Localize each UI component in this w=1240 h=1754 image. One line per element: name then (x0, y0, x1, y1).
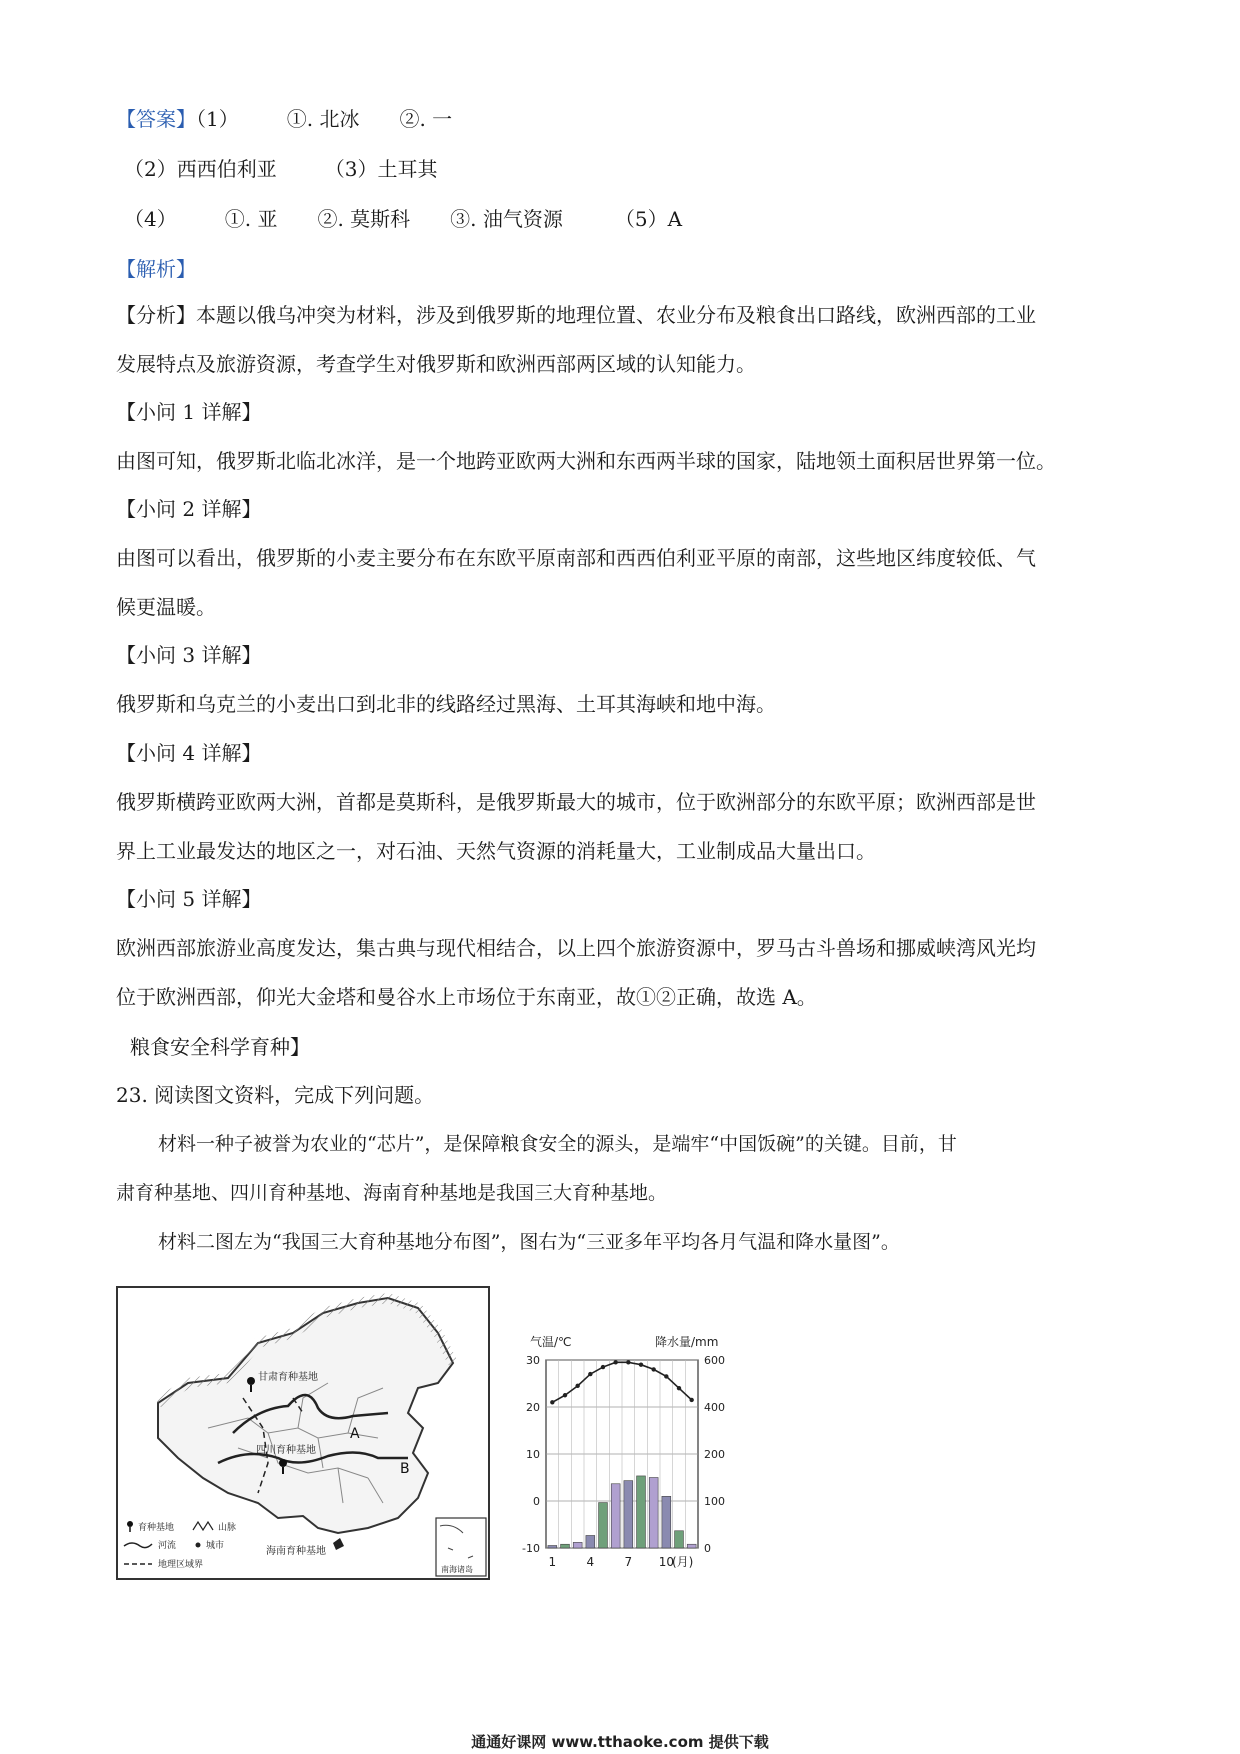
precipitation-bar (611, 1484, 620, 1548)
x-tick-label: 1 (548, 1555, 557, 1569)
map-legend (124, 1521, 236, 1570)
precipitation-bar (548, 1545, 557, 1548)
subquestion-5-title: 【小问 5 详解】 (116, 887, 262, 911)
temperature-point (613, 1360, 617, 1364)
answer-q4-b: ②. 莫斯科 (317, 207, 411, 231)
china-outline (158, 1298, 453, 1533)
left-tick-label: 20 (526, 1401, 540, 1414)
subquestion-3-text: 俄罗斯和乌克兰的小麦出口到北非的线路经过黑海、土耳其海峡和地中海。 (116, 692, 776, 716)
temperature-point (626, 1360, 630, 1364)
analysis-summary-1: 【分析】本题以俄乌冲突为材料，涉及到俄罗斯的地理位置、农业分布及粮食出口路线，欧洲西部的工业 (116, 303, 1036, 327)
precipitation-bar (573, 1542, 582, 1548)
right-tick-label: 0 (704, 1542, 711, 1555)
precipitation-bar (586, 1535, 595, 1548)
legend-mountain-label: 山脉 (218, 1523, 237, 1533)
precipitation-bar (662, 1496, 671, 1548)
sichuan-base-label: 四川育种基地 (256, 1445, 316, 1456)
temperature-point (563, 1393, 567, 1397)
left-axis-label: 气温/℃ (530, 1335, 572, 1349)
legend-city-label: 城市 (206, 1541, 225, 1551)
answer-q4-a: ①. 亚 (224, 207, 278, 231)
answer-q1-number: （1） (196, 107, 239, 131)
inset-label: 南海诸岛 (441, 1565, 473, 1574)
right-tick-label: 400 (704, 1401, 725, 1414)
x-tick-labels (549, 1555, 674, 1569)
subquestion-4-text-1: 俄罗斯横跨亚欧两大洲，首都是莫斯科，是俄罗斯最大的城市，位于欧洲部分的东欧平原；欧洲西部是世 (116, 790, 1036, 814)
subquestion-2-text-2: 候更温暖。 (116, 595, 216, 619)
marker-a: A (350, 1426, 360, 1442)
temperature-point (689, 1398, 693, 1402)
legend-river-label: 河流 (158, 1541, 177, 1551)
answer-line-1 (116, 106, 452, 132)
subquestion-4-title: 【小问 4 详解】 (116, 741, 262, 765)
answer-q5: （5）A (614, 207, 683, 231)
footer-watermark: 通通好课网 www.tthaoke.com 提供下载 (471, 1733, 769, 1751)
x-tick-label: 10 (658, 1555, 674, 1569)
precipitation-bar (561, 1544, 570, 1548)
answer-q1-b: ②. 一 (399, 107, 453, 131)
temperature-point (651, 1367, 655, 1371)
answer-q2: （2）西西伯利亚 (124, 157, 277, 181)
sanya-climate-chart (510, 1330, 740, 1580)
legend-base-label: 育种基地 (138, 1523, 175, 1533)
temperature-point (601, 1365, 605, 1369)
left-tick-label: 0 (533, 1495, 540, 1508)
analysis-summary-2: 发展特点及旅游资源，考查学生对俄罗斯和欧洲西部两区域的认知能力。 (116, 352, 756, 376)
subquestion-4-text-2: 界上工业最发达的地区之一，对石油、天然气资源的消耗量大，工业制成品大量出口。 (116, 839, 876, 863)
legend-boundary-label: 地理区域界 (158, 1560, 204, 1570)
hainan-base-label: 海南育种基地 (266, 1546, 326, 1557)
left-tick-label: -10 (522, 1542, 540, 1555)
left-tick-label: 30 (526, 1354, 540, 1367)
subquestion-3-title: 【小问 3 详解】 (116, 643, 262, 667)
chart-gridlines (546, 1360, 698, 1548)
right-tick-labels (704, 1354, 725, 1555)
section-heading: 粮食安全科学育种】 (130, 1035, 310, 1059)
analysis-label: 【解析】 (116, 257, 196, 281)
subquestion-2-title: 【小问 2 详解】 (116, 497, 262, 521)
temperature-point (550, 1400, 554, 1404)
material-1-line-2: 肃育种基地、四川育种基地、海南育种基地是我国三大育种基地。 (116, 1182, 668, 1204)
answer-label: 【答案】 (116, 107, 196, 131)
temperature-point (588, 1372, 592, 1376)
marker-b: B (400, 1461, 410, 1477)
answer-q3: （3）土耳其 (324, 157, 438, 181)
precipitation-bar (687, 1544, 696, 1548)
question-23-stem: 23. 阅读图文资料，完成下列问题。 (116, 1083, 435, 1107)
x-tick-label: 4 (586, 1555, 595, 1569)
answer-q4-c: ③. 油气资源 (450, 207, 563, 231)
breeding-base-map (116, 1286, 490, 1580)
temperature-point (575, 1384, 579, 1388)
right-tick-label: 600 (704, 1354, 725, 1367)
precipitation-bar (637, 1476, 646, 1548)
right-axis-label: 降水量/mm (655, 1335, 719, 1349)
material-1-line-1: 材料一种子被誉为农业的“芯片”，是保障粮食安全的源头，是端牢“中国饭碗”的关键。目前，甘 (158, 1133, 957, 1155)
precipitation-bar (649, 1478, 658, 1549)
material-2: 材料二图左为“我国三大育种基地分布图”，图右为“三亚多年平均各月气温和降水量图”。 (158, 1231, 900, 1253)
x-unit-label: (月) (672, 1555, 694, 1569)
precipitation-bar (675, 1531, 684, 1548)
temperature-point (639, 1363, 643, 1367)
china-map-svg (118, 1288, 488, 1578)
temperature-point (677, 1386, 681, 1390)
climate-chart-svg (510, 1330, 740, 1580)
right-tick-label: 100 (704, 1495, 725, 1508)
answer-q4-number: （4） (124, 207, 177, 231)
right-tick-label: 200 (704, 1448, 725, 1461)
answer-line-3 (124, 206, 682, 232)
answer-line-2 (124, 156, 437, 182)
subquestion-1-title: 【小问 1 详解】 (116, 400, 262, 424)
precipitation-bar (599, 1503, 608, 1548)
subquestion-5-text-2: 位于欧洲西部，仰光大金塔和曼谷水上市场位于东南亚，故①②正确，故选 A。 (116, 985, 817, 1009)
precipitation-bar (624, 1481, 633, 1548)
subquestion-5-text-1: 欧洲西部旅游业高度发达，集古典与现代相结合，以上四个旅游资源中，罗马古斗兽场和挪威峡湾风光均 (116, 936, 1036, 960)
x-tick-label: 7 (624, 1555, 633, 1569)
subquestion-2-text-1: 由图可以看出，俄罗斯的小麦主要分布在东欧平原南部和西西伯利亚平原的南部，这些地区纬度较低、气 (116, 546, 1036, 570)
answer-q1-a: ①. 北冰 (286, 107, 360, 131)
hainan-base-icon (333, 1538, 344, 1550)
subquestion-1-text: 由图可知，俄罗斯北临北冰洋，是一个地跨亚欧两大洲和东西两半球的国家，陆地领土面积居世界第一位。 (116, 449, 1056, 473)
left-tick-label: 10 (526, 1448, 540, 1461)
gansu-base-label: 甘肃育种基地 (258, 1372, 318, 1383)
left-tick-labels (522, 1354, 540, 1555)
temperature-point (664, 1374, 668, 1378)
